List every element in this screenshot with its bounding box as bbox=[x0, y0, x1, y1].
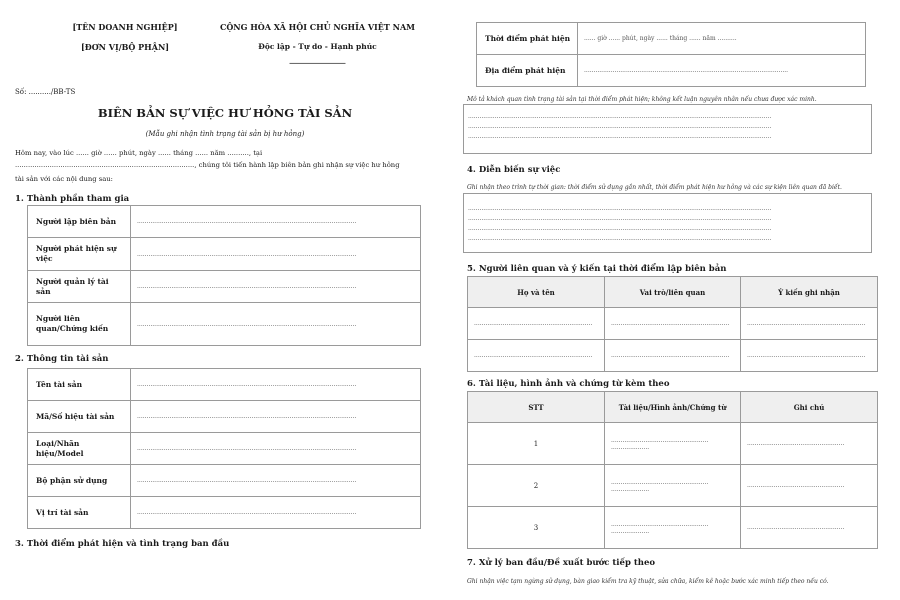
section-4-heading: 4. Diễn biến sự việc bbox=[467, 165, 561, 175]
field-label: Loại/Nhãn hiệu/Model bbox=[28, 433, 131, 465]
writing-line: ............................................................................................................................................................... bbox=[468, 215, 772, 222]
cell-line: ................................................... bbox=[611, 520, 709, 528]
asset-info-row bbox=[28, 401, 421, 433]
table-cell[interactable]: .............................................................. bbox=[741, 340, 878, 372]
document-subtitle: (Mẫu ghi nhận tình trạng tài sản bị hư hỏng) bbox=[145, 130, 305, 138]
asset-info-table bbox=[27, 368, 421, 529]
field-value[interactable]: ................................................................................................................... bbox=[131, 497, 421, 529]
field-value[interactable]: ................................................................................................................... bbox=[131, 401, 421, 433]
field-value[interactable]: ................................................................................................................... bbox=[131, 238, 421, 271]
country-name: CỘNG HÒA XÃ HỘI CHỦ NGHĨA VIỆT NAM bbox=[219, 22, 416, 32]
company-name: [TÊN DOANH NGHIỆP] bbox=[72, 22, 178, 32]
writing-line: ............................................................................................................................................................... bbox=[468, 225, 772, 232]
field-label: Địa điểm phát hiện bbox=[477, 55, 578, 87]
writing-line: ............................................................................................................................................................... bbox=[468, 205, 772, 212]
asset-info-row bbox=[28, 369, 421, 401]
table-cell[interactable]: .............................................................. bbox=[468, 308, 605, 340]
asset-info-row bbox=[28, 497, 421, 529]
column-header: Ghi chú bbox=[741, 392, 878, 423]
cell-line: .................... bbox=[611, 443, 650, 451]
row-number: 3 bbox=[468, 507, 605, 549]
document-title: BIÊN BẢN SỰ VIỆC HƯ HỎNG TÀI SẢN bbox=[97, 106, 353, 120]
table-cell[interactable]: .............................................................. bbox=[741, 308, 878, 340]
field-label: Mã/Số hiệu tài sản bbox=[28, 401, 131, 433]
section-1-heading: 1. Thành phần tham gia bbox=[15, 194, 130, 204]
table-header-row bbox=[468, 392, 878, 423]
column-header: Tài liệu/Hình ảnh/Chứng từ bbox=[605, 392, 741, 423]
field-value[interactable]: ................................................................................................................... bbox=[131, 433, 421, 465]
table-row bbox=[468, 507, 878, 549]
field-value[interactable]: ................................................................................................................... bbox=[131, 303, 421, 346]
table-cell[interactable]: .............................................................. bbox=[468, 340, 605, 372]
table-cell[interactable] bbox=[605, 465, 741, 507]
section-3-heading: 3. Thời điểm phát hiện và tình trạng ban đầu bbox=[15, 539, 230, 549]
participants-table bbox=[27, 205, 421, 346]
column-header: Họ và tên bbox=[468, 277, 605, 308]
writing-line: ............................................................................................................................................................... bbox=[468, 123, 772, 130]
initial-condition-note: Mô tả khách quan tình trạng tài sản tại thời điểm phát hiện; không kết luận nguyên nhân nếu chưa được xác minh. bbox=[467, 96, 817, 103]
table-cell[interactable]: .............................................................. bbox=[605, 340, 741, 372]
row-number: 1 bbox=[468, 423, 605, 465]
intro-line-2: ..................................................................................., chúng tôi tiến hành lập biên bản ghi nhận sự việc hư hỏng bbox=[15, 161, 400, 169]
table-cell[interactable] bbox=[605, 423, 741, 465]
initial-condition-box[interactable] bbox=[463, 104, 872, 154]
section-7-heading: 7. Xử lý ban đầu/Đề xuất bước tiếp theo bbox=[467, 558, 656, 568]
table-header-row bbox=[468, 277, 878, 308]
table-cell[interactable] bbox=[605, 507, 741, 549]
document-number: Số: ........../BB-TS bbox=[15, 88, 76, 96]
field-label: Tên tài sản bbox=[28, 369, 131, 401]
intro-line-3: tài sản với các nội dung sau: bbox=[15, 175, 113, 183]
motto-underline: ________________ bbox=[289, 55, 346, 64]
detection-row bbox=[477, 23, 866, 55]
intro-line-1: Hôm nay, vào lúc ...... giờ ...... phút, ngày ...... tháng ...... năm .........., tại bbox=[15, 149, 263, 157]
participants-row bbox=[28, 238, 421, 271]
detection-table bbox=[476, 22, 866, 87]
field-value[interactable]: ................................................................................................................... bbox=[131, 369, 421, 401]
writing-line: ............................................................................................................................................................... bbox=[468, 113, 772, 120]
table-row bbox=[468, 423, 878, 465]
table-row bbox=[468, 465, 878, 507]
department-name: [ĐƠN VỊ/BỘ PHẬN] bbox=[80, 42, 170, 52]
field-label: Người phát hiện sự việc bbox=[28, 238, 131, 271]
table-row bbox=[468, 308, 878, 340]
incident-timeline-note: Ghi nhận theo trình tự thời gian: thời điểm sử dụng gần nhất, thời điểm phát hiện hư hỏng và các sự kiện liên quan đã biết. bbox=[467, 184, 842, 191]
table-row bbox=[468, 340, 878, 372]
column-header: STT bbox=[468, 392, 605, 423]
row-number: 2 bbox=[468, 465, 605, 507]
detection-row bbox=[477, 55, 866, 87]
asset-info-row bbox=[28, 465, 421, 497]
cell-line: .................... bbox=[611, 485, 650, 493]
section-2-heading: 2. Thông tin tài sản bbox=[15, 354, 109, 364]
section-5-heading: 5. Người liên quan và ý kiến tại thời điểm lập biên bản bbox=[467, 264, 727, 274]
participants-row bbox=[28, 206, 421, 238]
column-header: Vai trò/liên quan bbox=[605, 277, 741, 308]
table-cell[interactable]: .............................................................. bbox=[605, 308, 741, 340]
cell-line: ................................................... bbox=[611, 478, 709, 486]
field-value[interactable]: ........................................................................................................... bbox=[578, 55, 866, 87]
cell-line: ................................................... bbox=[611, 436, 709, 444]
field-label: Người lập biên bản bbox=[28, 206, 131, 238]
field-value[interactable]: ................................................................................................................... bbox=[131, 465, 421, 497]
cell-line: .................... bbox=[611, 527, 650, 535]
incident-timeline-box[interactable] bbox=[463, 193, 872, 253]
field-value[interactable]: ...... giờ ...... phút, ngày ...... tháng ...... năm .......... bbox=[578, 23, 866, 55]
follow-up-note: Ghi nhận việc tạm ngừng sử dụng, bàn giao kiểm tra kỹ thuật, sửa chữa, kiểm kê hoặc bước xác minh tiếp theo nếu có. bbox=[467, 578, 829, 585]
field-label: Bộ phận sử dụng bbox=[28, 465, 131, 497]
participants-row bbox=[28, 303, 421, 346]
field-value[interactable]: ................................................................................................................... bbox=[131, 206, 421, 238]
national-motto: Độc lập - Tự do - Hạnh phúc bbox=[258, 42, 377, 51]
field-label: Vị trí tài sản bbox=[28, 497, 131, 529]
field-value[interactable]: ................................................................................................................... bbox=[131, 271, 421, 303]
field-label: Thời điểm phát hiện bbox=[477, 23, 578, 55]
asset-info-row bbox=[28, 433, 421, 465]
table-cell[interactable]: ................................................... bbox=[741, 465, 878, 507]
table-cell[interactable]: ................................................... bbox=[741, 507, 878, 549]
field-label: Người quản lý tài sản bbox=[28, 271, 131, 303]
writing-line: ............................................................................................................................................................... bbox=[468, 235, 772, 242]
participants-row bbox=[28, 271, 421, 303]
section-6-heading: 6. Tài liệu, hình ảnh và chứng từ kèm theo bbox=[467, 379, 670, 389]
related-persons-table bbox=[467, 276, 878, 372]
table-cell[interactable]: ................................................... bbox=[741, 423, 878, 465]
attachments-table bbox=[467, 391, 878, 549]
field-label: Người liên quan/Chứng kiến bbox=[28, 303, 131, 346]
column-header: Ý kiến ghi nhận bbox=[741, 277, 878, 308]
writing-line: ............................................................................................................................................................... bbox=[468, 133, 772, 140]
